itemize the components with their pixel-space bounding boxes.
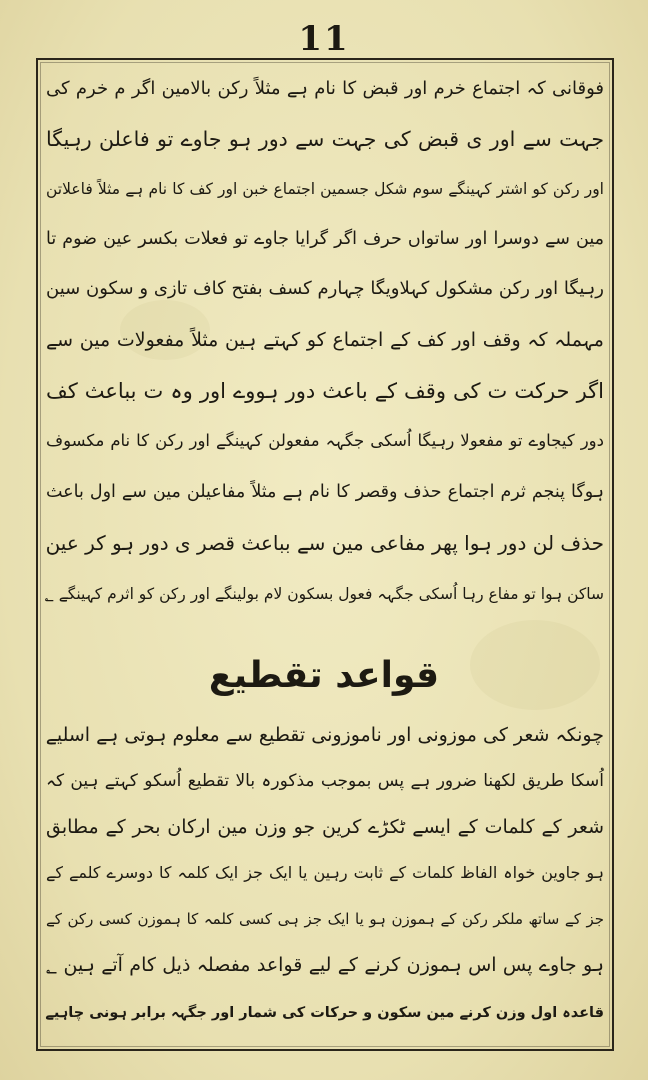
- section-heading: قواعد تقطیع: [208, 655, 440, 696]
- text-line: مین سے دوسرا اور ساتواں حرف اگر گرایا جاوے تو فعلات بکسر عین ضوم تا: [46, 229, 604, 249]
- text-line: رہیگا اور رکن مشکول کہلاویگا چہارم کسف بفتح کاف تازی و سکون سین: [46, 278, 604, 299]
- text-line: فوقانی کہ اجتماع خرم اور قبض کا نام ہے مثلاً رکن بالامین اگر م خرم کی: [46, 78, 604, 99]
- text-line: ساکن ہوا تو مفاع رہا اُسکی جگہہ فعول بسکون لام بولینگے اور رکن کو اثرم کہینگے ؂: [44, 585, 604, 603]
- text-line: ہو جاوین خواہ الفاظ کلمات کے ثابت رہین یا ایک جز ایک کلمہ کا دوسرے کلمے کے: [46, 863, 604, 882]
- text-line: مہملہ کہ وقف اور کف کے اجتماع کو کہتے ہین مثلاً مفعولات مین سے: [46, 329, 604, 351]
- text-line: اور رکن کو اشتر کہینگے سوم شکل جسمین اجتماع خبن اور کف کا نام ہے مثلاً فاعلاتن: [46, 180, 604, 198]
- text-line: جہت سے اور ی قبض کی جہت سے دور ہو جاوے تو فاعلن رہیگا: [46, 127, 604, 151]
- rule-heading-line: قاعدہ اول وزن کرنے مین سکون و حرکات کی شمار اور جگہہ برابر ہونی چاہیے: [45, 1005, 604, 1021]
- text-line: ہوگا پنجم ثرم اجتماع حذف وقصر کا نام ہے مثلاً مفاعیلن مین سے اول باعث: [46, 482, 604, 502]
- text-line: حذف لن دور ہوا پھر مفاعی مین سے بباعث قصر ی دور ہو کر عین: [45, 531, 604, 555]
- page-number: 11: [298, 19, 350, 59]
- text-line: اگر حرکت ت کی وقف کے باعث دور ہووے اور وہ ت بباعث کف: [46, 379, 604, 403]
- text-line: شعر کے کلمات کے ایسے ٹکڑے کرین جو وزن مین ارکان بحر کے مطابق: [46, 816, 604, 838]
- text-line: دور کیجاوے تو مفعولا رہیگا اُسکی جگہہ مفعولن کہینگے اور رکن کا نام مکسوف: [46, 431, 604, 450]
- text-line: ہو جاوے پس اس ہموزن کرنے کے لیے قواعد مفصلہ ذیل کام آتے ہین ؂: [46, 954, 604, 976]
- paragraph-section-2: [46, 712, 604, 1042]
- paragraph-section-1: [46, 66, 604, 626]
- text-line: جز کے ساتھ ملکر رکن کے ہموزن ہو یا ایک جز ہی کسی کلمہ کا ہموزن کسی رکن کے: [46, 910, 604, 928]
- text-line: اُسکا طریق لکھنا ضرور ہے پس بموجب مذکورہ بالا تقطیع اُسکو کہتے ہین کہ: [46, 771, 604, 791]
- text-line: چونکہ شعر کی موزونی اور ناموزونی تقطیع سے معلوم ہوتی ہے اسلیے: [45, 724, 604, 746]
